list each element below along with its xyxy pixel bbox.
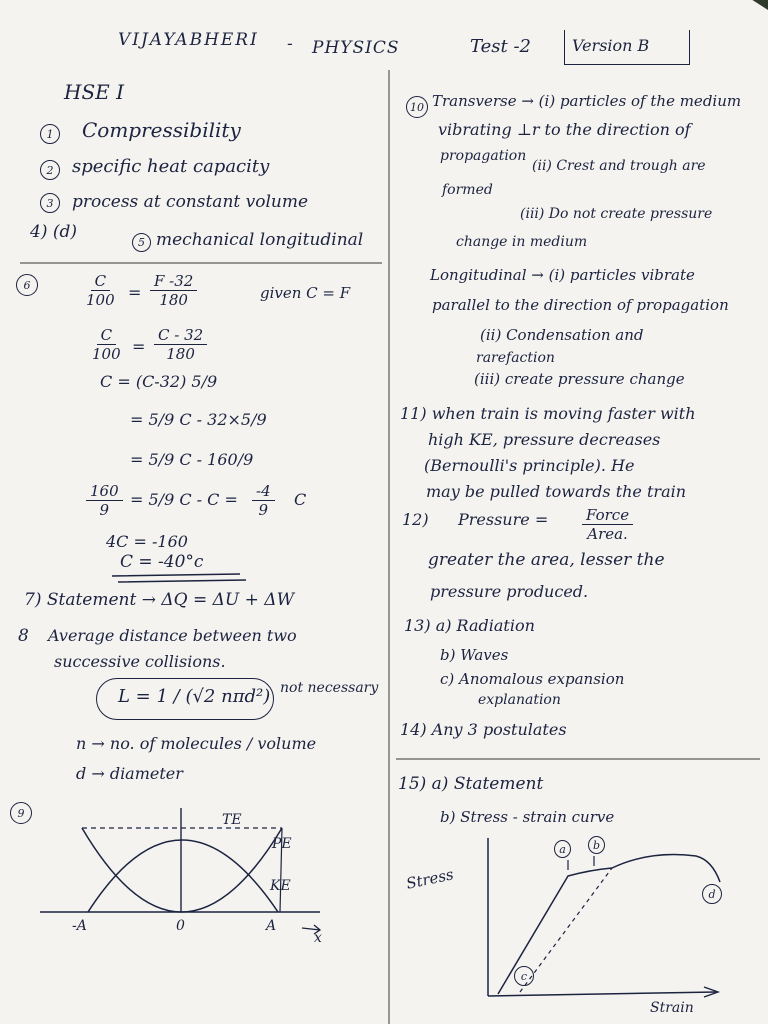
longitudinal-line2: parallel to the direction of propagation — [432, 296, 729, 314]
step-4: = 5/9 C - 32×5/9 — [130, 410, 267, 429]
longitudinal-line1: Longitudinal → (i) particles vibrate — [430, 266, 695, 284]
fraction-160-9: $\frac{160}{9}$ — [86, 482, 123, 519]
minus-a-label: -A — [72, 918, 87, 934]
point-a: a — [554, 840, 571, 858]
fraction-c-minus-32: $\frac{C - 32}{180}$ — [154, 326, 207, 363]
step-6-end: C — [294, 490, 307, 509]
q11-line2: high KE, pressure decreases — [428, 430, 661, 449]
q10-line5: (iii) Do not create pressure — [520, 206, 713, 222]
equals-sign: = — [128, 283, 142, 302]
q10-number: 10 — [406, 96, 428, 118]
header-dash: - — [287, 34, 293, 54]
separator-line — [20, 262, 382, 264]
answer-3: process at constant volume — [72, 192, 309, 212]
mean-free-path-formula: L = 1 / (√2 nπd²) — [118, 686, 271, 707]
te-label: TE — [222, 812, 242, 828]
stress-label: Stress — [404, 865, 456, 893]
separator-line-right — [396, 758, 760, 760]
q13-c1: c) Anomalous expansion — [440, 670, 625, 688]
longitudinal-line5: (iii) create pressure change — [474, 370, 685, 388]
longitudinal-line4: rarefaction — [476, 350, 555, 366]
a-label: A — [266, 918, 277, 934]
formula-note: not necessary — [280, 680, 379, 696]
fraction-c-100: $\frac{C}{100}$ — [86, 272, 115, 309]
origin-label: 0 — [176, 918, 185, 934]
q1-number: 1 — [40, 124, 60, 144]
answer-7: 7) Statement → ΔQ = ΔU + ΔW — [24, 590, 295, 610]
section-label: HSE I — [64, 80, 124, 104]
subject-name: PHYSICS — [312, 38, 400, 58]
q5-number: 5 — [132, 233, 151, 252]
force-area-fraction: Force Area. — [582, 506, 633, 543]
equals-sign: = — [132, 337, 146, 356]
point-c: c — [514, 966, 534, 986]
q15-b: b) Stress - strain curve — [440, 808, 615, 826]
answer-1: Compressibility — [82, 118, 241, 142]
answer-2: specific heat capacity — [72, 156, 270, 177]
step-7: 4C = -160 — [106, 532, 188, 551]
n-definition: n → no. of molecules / volume — [76, 734, 317, 753]
school-name: VIJAYABHERI — [118, 30, 259, 50]
q11-line3: (Bernoulli's principle). He — [424, 456, 635, 475]
q10-line1: Transverse → (i) particles of the medium — [432, 92, 742, 110]
q9-number: 9 — [10, 802, 32, 824]
q15-a: 15) a) Statement — [398, 774, 544, 794]
fraction-f-180: $\frac{F -32}{180}$ — [150, 272, 197, 309]
strain-axis — [488, 992, 716, 996]
stress-strain-graph — [440, 830, 740, 1010]
q12-pressure: Pressure = — [458, 510, 549, 529]
pe-label: PE — [272, 836, 292, 852]
q2-number: 2 — [40, 160, 60, 180]
q11-line1: 11) when train is moving faster with — [400, 404, 696, 423]
q6-number: 6 — [16, 274, 38, 296]
q10-line6: change in medium — [456, 234, 588, 250]
ke-label: KE — [270, 878, 291, 894]
strain-label: Strain — [650, 1000, 694, 1016]
q10-line3b: (ii) Crest and trough are — [532, 158, 706, 174]
step-3: C = (C-32) 5/9 — [100, 372, 218, 391]
q12-number: 12) — [402, 510, 429, 529]
given-note: given C = F — [260, 284, 351, 302]
q10-line4: formed — [442, 182, 493, 198]
step-6: = 5/9 C - C = — [130, 490, 238, 509]
q11-line4: may be pulled towards the train — [426, 482, 687, 501]
q3-number: 3 — [40, 193, 60, 213]
d-definition: d → diameter — [76, 764, 183, 783]
answer-8-line1: Average distance between two — [48, 626, 297, 645]
photo-corner-shadow — [742, 0, 768, 10]
q13-a: 13) a) Radiation — [404, 616, 535, 635]
q13-b: b) Waves — [440, 646, 509, 664]
q12-line3: pressure produced. — [430, 582, 589, 601]
step-8-result: C = -40°c — [120, 552, 204, 572]
q10-line3: propagation — [440, 148, 527, 164]
step-5: = 5/9 C - 160/9 — [130, 450, 254, 469]
answer-8-line2: successive collisions. — [54, 652, 226, 671]
q13-c2: explanation — [478, 692, 561, 708]
point-b: b — [588, 836, 605, 854]
point-d: d — [702, 884, 722, 904]
q10-line2: vibrating ⊥r to the direction of — [438, 120, 691, 139]
longitudinal-line3: (ii) Condensation and — [480, 326, 644, 344]
x-axis-label: x — [314, 930, 322, 946]
fraction-c-100-2: $\frac{C}{100}$ — [92, 326, 121, 363]
result-underline — [112, 570, 252, 584]
test-label: Test -2 — [470, 36, 531, 57]
q14: 14) Any 3 postulates — [400, 720, 567, 739]
q8-number: 8 — [18, 626, 29, 646]
fraction-minus-4-9: $\frac{-4}{9}$ — [252, 482, 275, 519]
answer-5: mechanical longitudinal — [156, 230, 364, 250]
answer-4: 4) (d) — [30, 222, 77, 242]
q12-line2: greater the area, lesser the — [428, 550, 665, 570]
column-divider — [388, 70, 390, 1024]
version-label: Version B — [572, 36, 650, 55]
